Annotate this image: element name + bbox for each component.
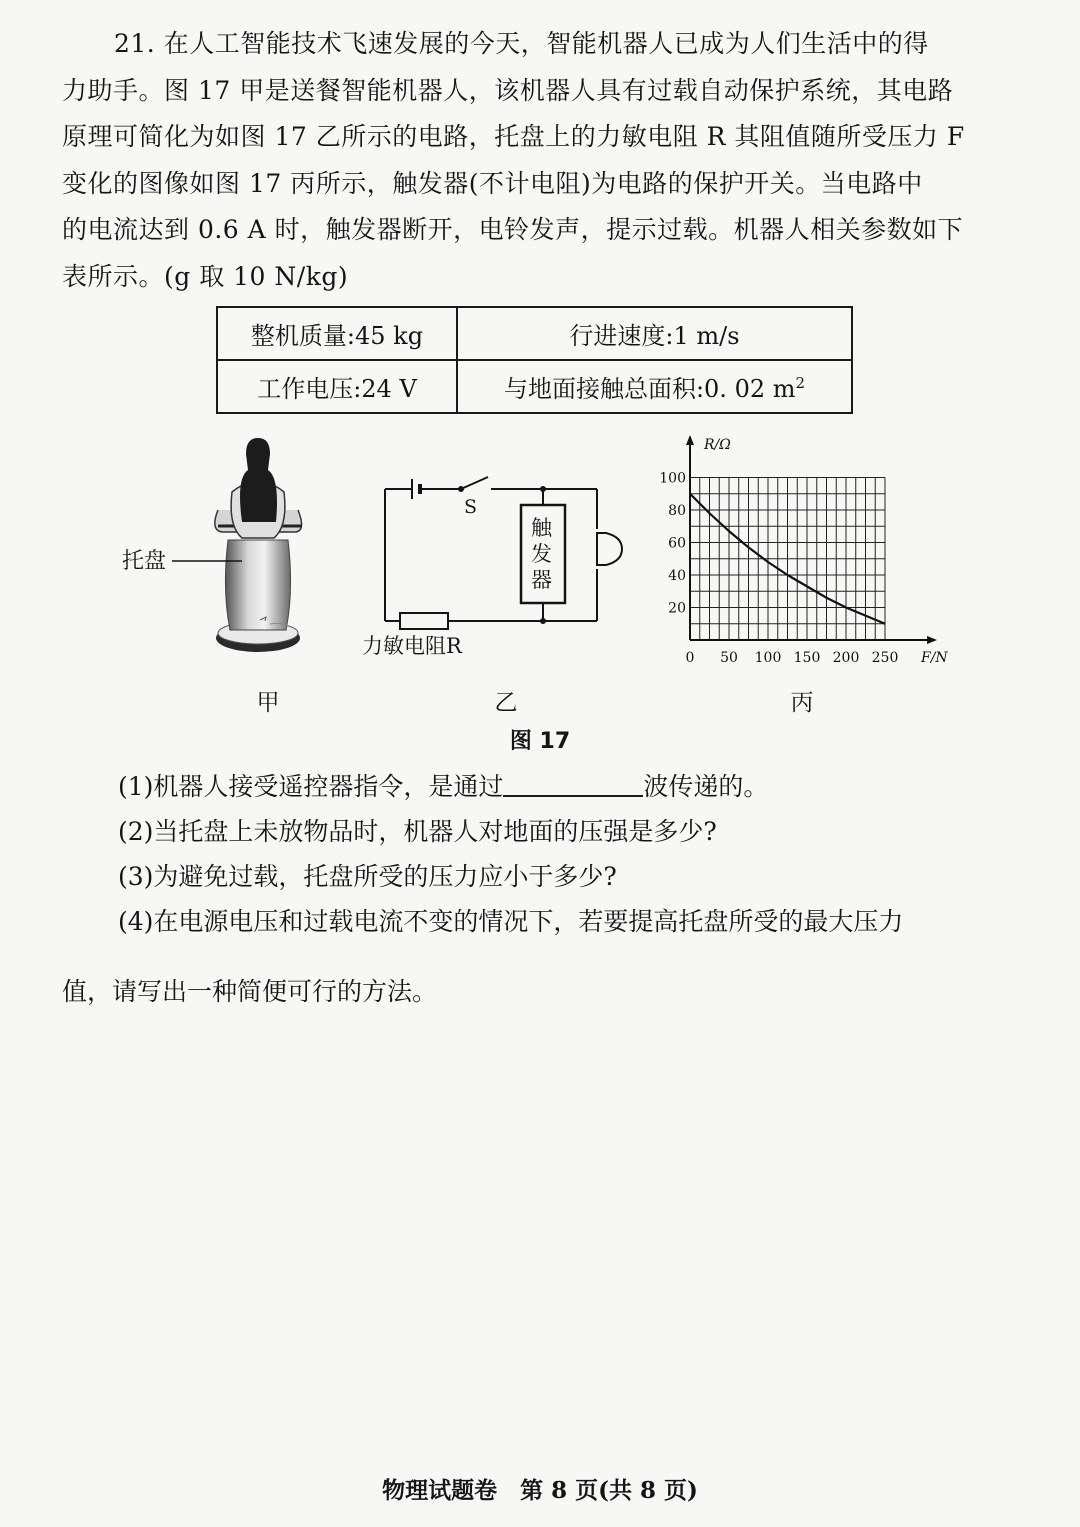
trigger-label-char: 发 — [531, 542, 552, 566]
trigger-label-char: 触 — [531, 516, 552, 540]
answer-blank[interactable] — [503, 769, 643, 797]
table-row — [217, 360, 852, 413]
intro-line: 的电流达到 0.6 A 时，触发器断开，电铃发声，提示过载。机器人相关参数如下 — [62, 215, 964, 244]
sub-label-b: 乙 — [494, 690, 518, 716]
y-tick-label: 20 — [668, 600, 686, 617]
table-row — [217, 307, 852, 360]
x-tick-label: 100 — [754, 650, 782, 666]
question-4: (4)在电源电压和过载电流不变的情况下，若要提高托盘所受的最大压力 — [118, 907, 904, 936]
x-axis-label: F/N — [921, 650, 948, 666]
table-cell: 整机质量:45 kg — [217, 307, 457, 360]
question-1-after: 波传递的。 — [643, 772, 769, 801]
page-footer: 物理试题卷 第 8 页(共 8 页) — [382, 1477, 698, 1504]
question-3: (3)为避免过载，托盘所受的压力应小于多少? — [118, 862, 617, 891]
resistor-label: 力敏电阻R — [362, 634, 462, 658]
question-2: (2)当托盘上未放物品时，机器人对地面的压强是多少? — [118, 817, 717, 846]
x-tick-label: 250 — [871, 650, 899, 666]
table-cell — [457, 360, 852, 413]
switch-blade — [461, 477, 488, 489]
intro-line: 力助手。图 17 甲是送餐智能机器人，该机器人具有过载自动保护系统，其电路 — [62, 75, 954, 105]
y-tick-label: 100 — [659, 470, 686, 487]
x-tick-label: 50 — [720, 650, 738, 666]
switch-label: S — [464, 496, 478, 518]
x-tick-label: 200 — [832, 650, 860, 666]
robot-body — [225, 540, 290, 630]
trigger-label-char: 器 — [531, 568, 552, 592]
question-1 — [62, 764, 1010, 809]
force-resistor — [400, 613, 448, 629]
intro-line: 变化的图像如图 17 丙所示，触发器(不计电阻)为电路的保护开关。当电路中 — [62, 168, 923, 198]
bell-icon — [597, 533, 622, 565]
x-axis-arrow — [927, 636, 937, 644]
resistance-force-chart — [650, 430, 960, 675]
intro-line: 21. 在人工智能技术飞速发展的今天，智能机器人已成为人们生活中的得 — [114, 29, 929, 58]
y-tick-label: 40 — [668, 568, 686, 584]
x-tick-label: 150 — [793, 650, 821, 666]
intro-line: 原理可简化为如图 17 乙所示的电路，托盘上的力敏电阻 R 其阻值随所受压力 F — [62, 122, 965, 151]
robot-params-table — [216, 306, 853, 414]
area-text: 与地面接触总面积:0. 02 m — [503, 375, 796, 403]
tray-label: 托盘 — [122, 549, 167, 574]
sub-label-a: 甲 — [256, 690, 280, 716]
y-tick-label: 60 — [668, 535, 686, 552]
sub-label-c: 丙 — [790, 690, 814, 716]
table-cell: 行进速度:1 m/s — [457, 307, 852, 360]
y-axis-label: R/Ω — [704, 437, 731, 453]
question-intro — [62, 21, 1010, 300]
robot-head — [240, 438, 277, 522]
question-4-cont: 值，请写出一种简便可行的方法。 — [62, 977, 438, 1006]
y-tick-label: 80 — [668, 503, 686, 519]
x-tick-label: 0 — [685, 650, 695, 666]
y-axis-arrow — [686, 435, 694, 445]
sub-questions — [62, 764, 1010, 1039]
question-1-before: (1)机器人接受遥控器指令，是通过 — [118, 772, 504, 801]
circuit-diagram — [360, 475, 630, 665]
table-cell: 工作电压:24 V — [217, 360, 457, 413]
intro-line: 表所示。(g 取 10 N/kg) — [62, 261, 349, 291]
figure-caption: 图 17 — [509, 729, 571, 754]
robot-figure — [110, 430, 330, 680]
area-exponent: 2 — [795, 374, 806, 392]
